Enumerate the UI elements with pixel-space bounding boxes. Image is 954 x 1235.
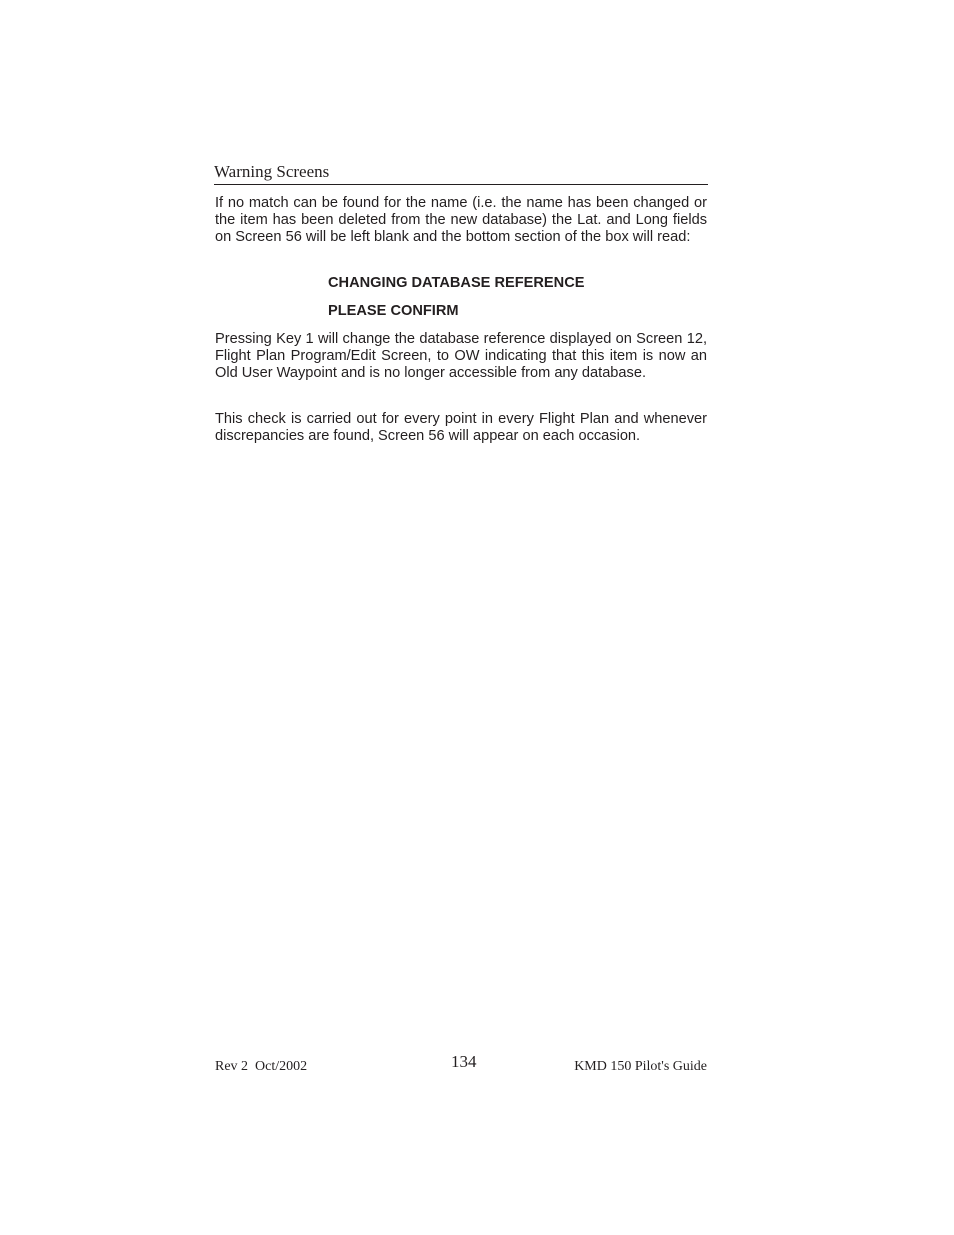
footer-guide-title: KMD 150 Pilot's Guide [574, 1059, 707, 1074]
paragraph-key-1: Pressing Key 1 will change the database reference displayed on Screen 12, Flight Plan Program/Edit Screen, to OW indicating that this item is now an Old User Waypoint and is no longer accessible from any database. [215, 331, 707, 381]
footer-revision: Rev 2 Oct/2002 [215, 1059, 308, 1074]
section-title: Warning Screens [214, 161, 708, 185]
paragraph-check-info: This check is carried out for every point in every Flight Plan and whenever discrepancies are found, Screen 56 will appear on each occasion. [215, 411, 707, 444]
message-line-please-confirm: PLEASE CONFIRM [328, 303, 459, 319]
footer-page-number: 134 [451, 1052, 477, 1071]
paragraph-no-match: If no match can be found for the name (i.e. the name has been changed or the item has been deleted from the new database) the Lat. and Long fields on Screen 56 will be left blank and the bottom section of the box will read: [215, 195, 707, 245]
message-line-changing-reference: CHANGING DATABASE REFERENCE [328, 275, 585, 291]
